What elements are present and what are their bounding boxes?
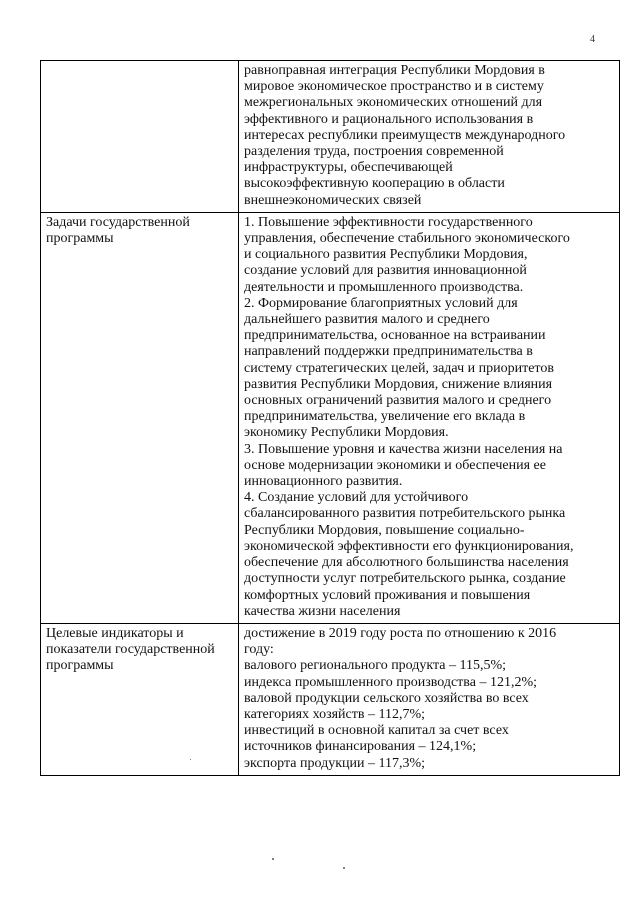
row-content-line: дальнейшего развития малого и среднего — [244, 312, 490, 328]
row-content-line: обеспечение для абсолютного большинства населения — [244, 555, 569, 571]
row-content-line: межрегиональных экономических отношений для — [244, 95, 543, 111]
row-content-line: систему стратегических целей, задач и приоритетов — [244, 360, 554, 376]
table-row — [41, 623, 620, 775]
row-content-line: создание условий для развития инновационной — [244, 263, 527, 279]
row-label-line: программы — [46, 231, 114, 247]
row-label-line: Задачи государственной — [46, 214, 190, 230]
row-content-line: деятельности и промышленного производства. — [244, 279, 524, 295]
row-content-cell — [239, 212, 620, 623]
row-label-line: программы — [46, 658, 114, 674]
program-passport-table — [40, 60, 620, 776]
row-content-line: валовой продукции сельского хозяйства во всех — [244, 690, 529, 706]
scan-speck — [343, 867, 345, 869]
row-content-line: Республики Мордовия, повышение социально- — [244, 522, 525, 538]
row-content-line: внешнеэкономических связей — [244, 192, 422, 208]
row-content-line: 2. Формирование благоприятных условий для — [244, 295, 518, 311]
row-content-line: сбалансированного развития потребительского рынка — [244, 506, 566, 522]
row-content-line: разделения труда, построения современной — [244, 144, 504, 160]
row-content-line: источников финансирования – 124,1%; — [244, 739, 477, 755]
table-body — [41, 61, 620, 776]
page-number: 4 — [590, 34, 595, 45]
row-content-line: валового регионального продукта – 115,5%; — [244, 658, 507, 674]
row-content-line: индекса промышленного производства – 121,2%; — [244, 674, 537, 690]
scan-speck — [190, 759, 191, 760]
row-content-line: инвестиций в основной капитал за счет всех — [244, 723, 509, 739]
row-content-line: 3. Повышение уровня и качества жизни населения на — [244, 441, 563, 457]
row-content-line: доступности услуг потребительского рынка, создание — [244, 571, 566, 587]
row-content-line: высокоэффективную кооперацию в области — [244, 176, 505, 192]
row-content-line: и социального развития Республики Мордовия, — [244, 247, 528, 263]
row-content-line: основе модернизации экономики и обеспечения ее — [244, 457, 546, 473]
row-content-line: качества жизни населения — [244, 603, 401, 619]
row-label-cell — [41, 623, 239, 775]
row-content-line: инновационного развития. — [244, 474, 403, 490]
row-content-line: предпринимательства, увеличение его вклада в — [244, 409, 526, 425]
row-content-line: 1. Повышение эффективности государственного — [244, 214, 533, 230]
row-content-line: комфортных условий проживания и повышения — [244, 587, 531, 603]
row-content-line: мировое экономическое пространство и в систему — [244, 79, 544, 95]
row-content-line: равноправная интеграция Республики Мордовия в — [244, 63, 545, 78]
row-content-line: экспорта продукции – 117,3%; — [244, 755, 426, 771]
row-label-line: Целевые индикаторы и — [46, 625, 184, 641]
row-label-cell — [41, 61, 239, 213]
row-content-line: основных ограничений развития малого и среднего — [244, 393, 552, 409]
row-content-line: развития Республики Мордовия, снижение влияния — [244, 376, 553, 392]
row-content-cell — [239, 623, 620, 775]
row-content-line: 4. Создание условий для устойчивого — [244, 490, 469, 506]
row-label-cell — [41, 212, 239, 623]
row-content-line: экономической эффективности его функционирования, — [244, 538, 574, 554]
scan-speck — [272, 858, 274, 860]
row-content-cell — [239, 61, 620, 213]
row-label-line: показатели государственной — [46, 642, 215, 658]
row-content-line: году: — [244, 642, 274, 658]
row-content-line: экономику Республики Мордовия. — [244, 425, 449, 441]
row-content-line: категориях хозяйств – 112,7%; — [244, 706, 426, 722]
row-content-line: достижение в 2019 году роста по отношению к 2016 — [244, 625, 557, 641]
table-row — [41, 61, 620, 213]
table-row — [41, 212, 620, 623]
row-content-line: интересах республики преимуществ международного — [244, 127, 566, 143]
row-content-line: предпринимательства, основанное на встраивании — [244, 328, 546, 344]
row-content-line: управления, обеспечение стабильного экономического — [244, 231, 570, 247]
row-content-line: инфраструктуры, обеспечивающей — [244, 160, 453, 176]
row-content-line: направлений поддержки предпринимательства в — [244, 344, 533, 360]
row-content-line: эффективного и рационального использования в — [244, 111, 534, 127]
